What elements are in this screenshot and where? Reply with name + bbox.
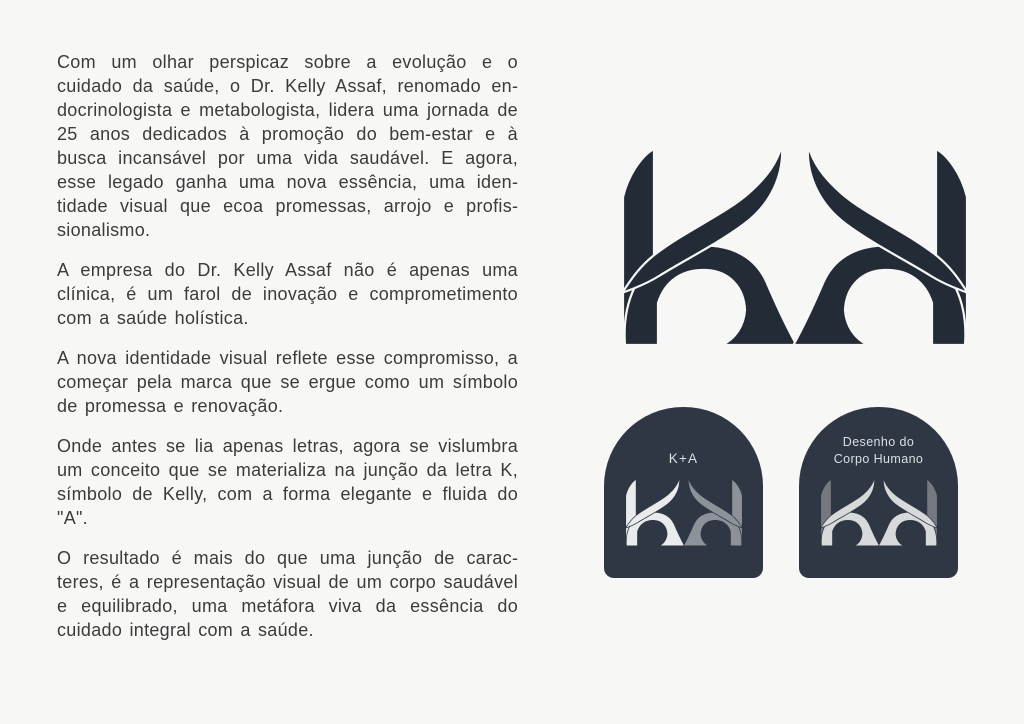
paragraph: Com um olhar perspicaz sobre a evolução e o cuidado da saúde, o Dr. Kelly Assaf, renomado endocrinologista e metabologista, lidera uma jornada de 25 anos dedicados à promoção do bem-estar e à busca incansável por uma vida saudável. E agora, esse legado ganha uma nova essência, uma identidade visual que ecoa promessas, arrojo e profissionalismo. — [57, 52, 518, 240]
badge-desenho-corpo-humano — [799, 407, 958, 578]
ka-monogram-logo — [621, 145, 969, 347]
ka-monogram-icon — [621, 145, 969, 347]
badge-ka — [604, 407, 763, 578]
badge-desenho-label — [799, 434, 958, 467]
paragraph: A empresa do Dr. Kelly Assaf não é apenas uma clínica, é um farol de inovação e comprometimento com a saúde holística. — [57, 260, 518, 328]
badge-ka-label: K+A — [668, 451, 699, 466]
paragraph: O resultado é mais do que uma junção de caracteres, é a representação visual de um corpo saudável e equilibrado, uma metáfora viva da essência do cuidado integral com a saúde. — [57, 548, 518, 640]
badge-desenho-label-line1: Desenho do — [842, 435, 915, 449]
body-text — [57, 50, 518, 642]
badge-desenho-label-line2: Corpo Humano — [833, 451, 924, 466]
paragraph: Onde antes se lia apenas letras, agora se vislumbra um conceito que se materializa na junção da letra K, símbolo de Kelly, com a forma elegante e fluida do "A". — [57, 436, 518, 528]
ka-monogram-icon — [820, 478, 938, 547]
paragraph: A nova identidade visual reflete esse compromisso, a começar pela marca que se ergue como um símbolo de promessa e renovação. — [57, 348, 518, 416]
ka-monogram-icon — [625, 478, 743, 547]
